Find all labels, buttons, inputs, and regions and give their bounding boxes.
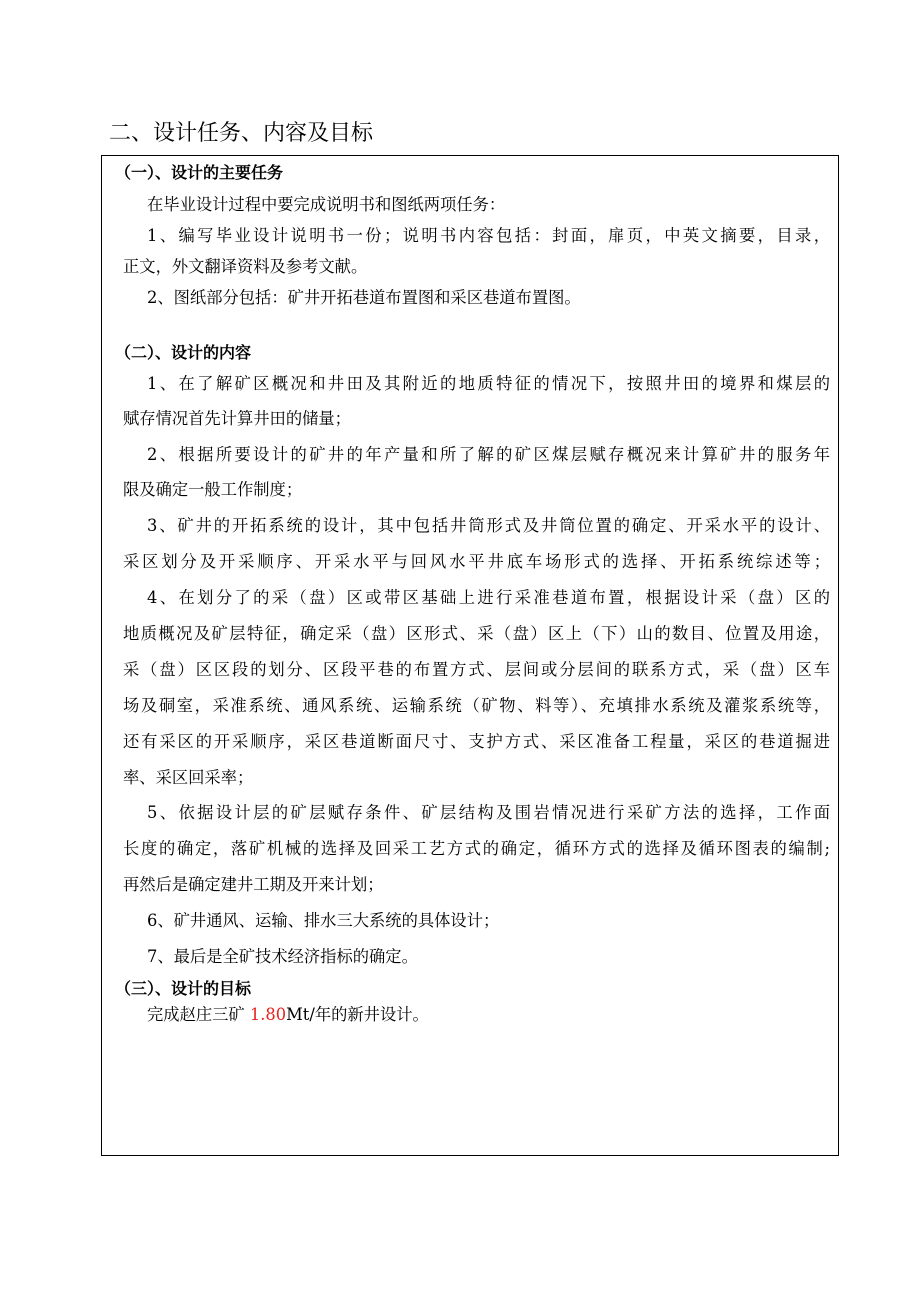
paragraph-line: 1、在了解矿区概况和井田及其附近的地质特征的情况下，按照井田的境界和煤层的	[147, 374, 830, 393]
goal-suffix: Mt/年的新井设计。	[286, 1005, 429, 1024]
paragraph-line: 在毕业设计过程中要完成说明书和图纸两项任务：	[147, 195, 506, 214]
paragraph-line: 地质概况及矿层特征，确定采（盘）区形式、采（盘）区上（下）山的数目、位置及用途，	[123, 624, 830, 643]
section-title-goal: （三）、设计的目标	[115, 979, 252, 998]
paragraph-line: 率、采区回采率；	[123, 768, 254, 787]
paragraph-line: 2、图纸部分包括：矿井开拓巷道布置图和采区巷道布置图。	[147, 288, 581, 307]
paragraph-line: 限及确定一般工作制度；	[123, 480, 303, 499]
paragraph-line: 1、编写毕业设计说明书一份；说明书内容包括：封面，扉页，中英文摘要，目录，	[147, 226, 830, 245]
paragraph-line: 4、在划分了的采（盘）区或带区基础上进行采准巷道布置，根据设计采（盘）区的	[147, 588, 830, 607]
paragraph-line: 还有采区的开采顺序，采区巷道断面尺寸、支护方式、采区准备工程量，采区的巷道掘进	[123, 732, 830, 751]
paragraph-line: 2、根据所要设计的矿井的年产量和所了解的矿区煤层赋存概况来计算矿井的服务年	[147, 445, 830, 464]
paragraph-line: 采区划分及开采顺序、开采水平与回风水平井底车场形式的选择、开拓系统综述等；	[123, 552, 830, 571]
paragraph-line: 6、矿井通风、运输、排水三大系统的具体设计；	[147, 911, 500, 930]
design-table	[101, 155, 839, 1156]
paragraph-line: 5、依据设计层的矿层赋存条件、矿层结构及围岩情况进行采矿方法的选择，工作面	[147, 803, 830, 822]
section-title-task: （一）、设计的主要任务	[115, 163, 284, 182]
page-title: 二、设计任务、内容及目标	[109, 121, 374, 146]
paragraph-line: 赋存情况首先计算井田的储量；	[123, 409, 351, 428]
paragraph-line: 3、矿井的开拓系统的设计，其中包括井筒形式及井筒位置的确定、开采水平的设计、	[147, 516, 830, 535]
paragraph-line: 场及硐室，采准系统、通风系统、运输系统（矿物、料等）、充填排水系统及灌浆系统等，	[123, 696, 830, 715]
goal-prefix: 完成赵庄三矿	[147, 1005, 250, 1024]
paragraph-line: 正文，外文翻译资料及参考文献。	[123, 257, 368, 276]
paragraph-line: 长度的确定，落矿机械的选择及回采工艺方式的确定，循环方式的选择及循环图表的编制;	[123, 839, 830, 858]
goal-sentence	[147, 1001, 429, 1025]
paragraph-line: 7、最后是全矿技术经济指标的确定。	[147, 947, 418, 966]
section-title-content: （二）、设计的内容	[115, 343, 252, 362]
paragraph-line: 再然后是确定建井工期及开来计划；	[123, 875, 384, 894]
goal-capacity-value: 1.80	[249, 1005, 287, 1024]
paragraph-line: 采（盘）区区段的划分、区段平巷的布置方式、层间或分层间的联系方式，采（盘）区车	[123, 660, 830, 679]
